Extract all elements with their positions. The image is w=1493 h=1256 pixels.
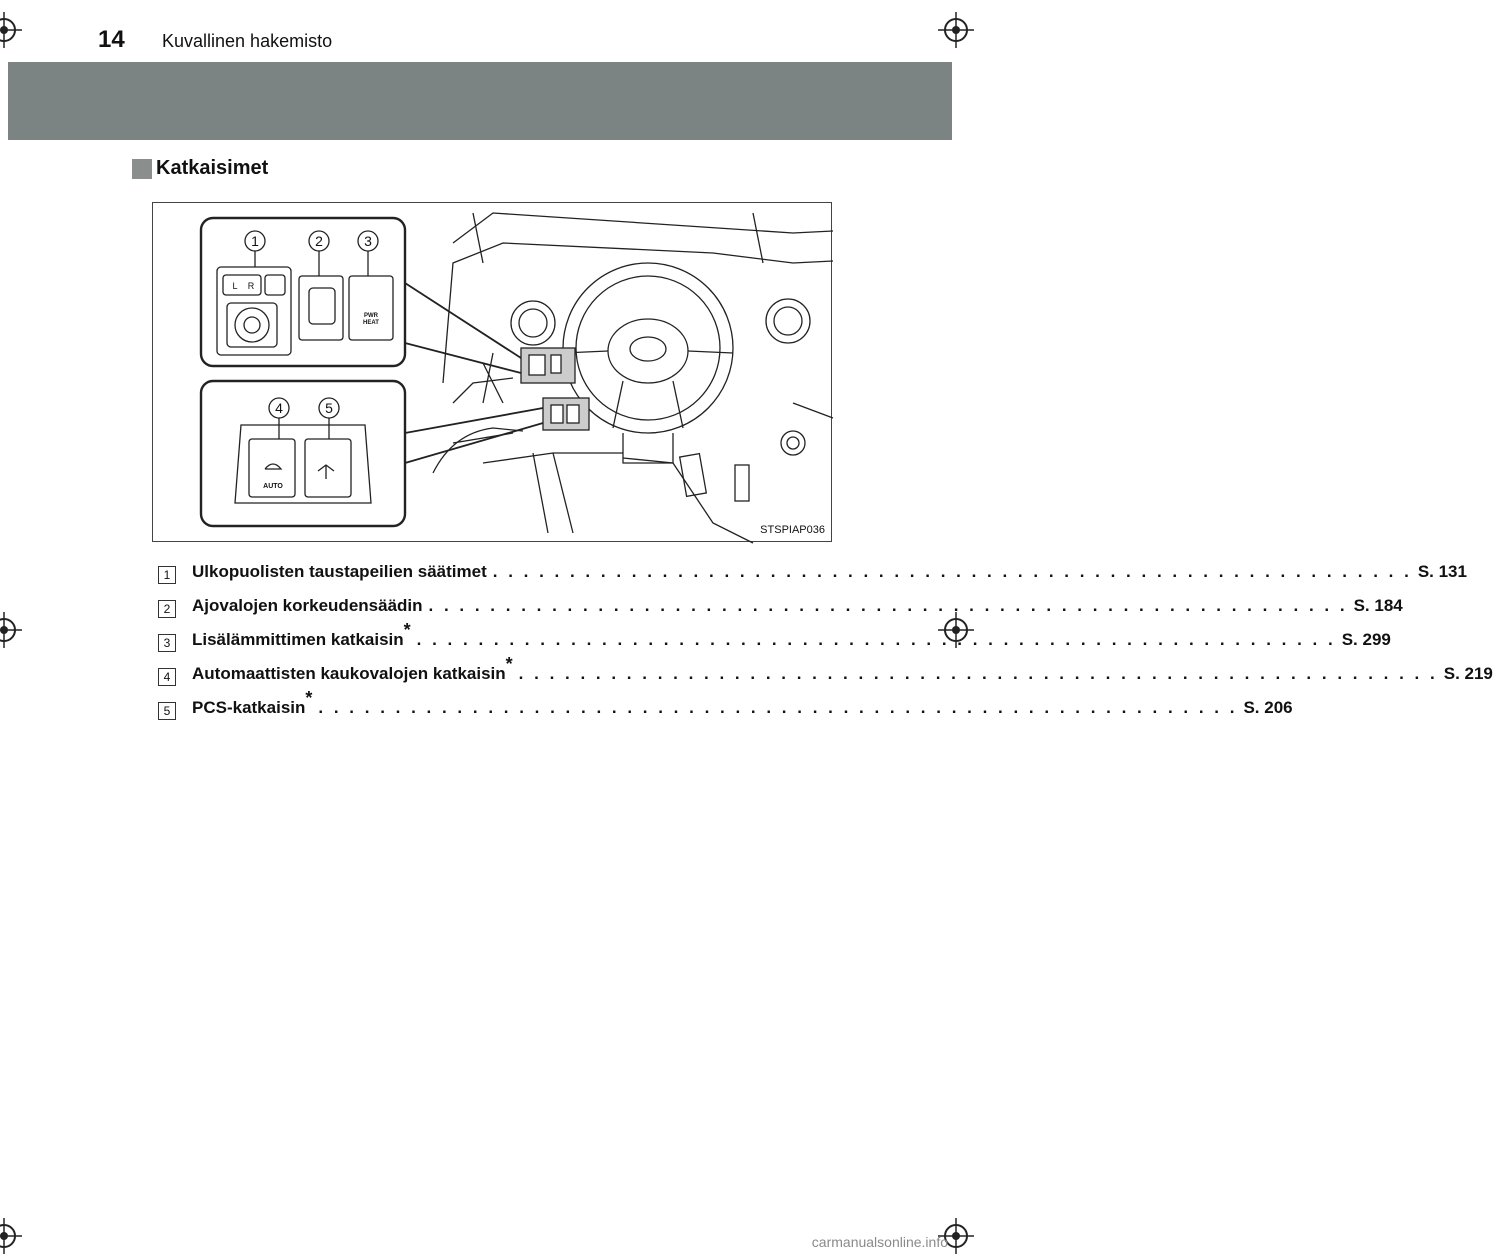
- pwr-label: PWR: [364, 313, 378, 319]
- switch-list: [158, 562, 1493, 732]
- registration-mark-mid-left-icon: [0, 612, 22, 648]
- footnote-star: *: [505, 654, 513, 675]
- callout-2: 2: [315, 233, 323, 249]
- item-label: PCS-katkaisin*: [192, 688, 313, 717]
- section-heading-text: Katkaisimet: [156, 157, 269, 179]
- callout-1: 1: [251, 233, 259, 249]
- dot-leader: . . . . . . . . . . . . . . . . . . . . . . . . . . . . . . . . . . . . . . . . . . . . . . . . . . . . . . . . . . . .: [318, 698, 1238, 717]
- list-item: [158, 562, 1467, 596]
- page-reference-link[interactable]: S. 219: [1443, 664, 1493, 683]
- header-band: [8, 62, 952, 140]
- item-number-badge: 5: [158, 702, 176, 720]
- item-label: Ulkopuolisten taustapeilien säätimet: [192, 562, 487, 581]
- dot-leader: . . . . . . . . . . . . . . . . . . . . . . . . . . . . . . . . . . . . . . . . . . . . . . . . . . . . . . . . . . . .: [518, 664, 1438, 683]
- mirror-r-label: R: [247, 281, 255, 291]
- registration-mark-top-left-icon: [0, 12, 22, 48]
- registration-mark-top-right-icon: [938, 12, 974, 48]
- item-label: Lisälämmittimen katkaisin*: [192, 620, 411, 649]
- auto-label: AUTO: [263, 483, 283, 490]
- dot-leader: . . . . . . . . . . . . . . . . . . . . . . . . . . . . . . . . . . . . . . . . . . . . . . . . . . . . . . . . . . . .: [428, 596, 1348, 615]
- page-reference-link[interactable]: S. 184: [1353, 596, 1403, 615]
- header-title: Kuvallinen hakemisto: [162, 31, 333, 51]
- list-item: [158, 620, 1391, 664]
- item-number-badge: 3: [158, 634, 176, 652]
- callout-5: 5: [325, 400, 333, 416]
- page-reference-link[interactable]: S. 206: [1243, 698, 1293, 717]
- page-number: 14: [98, 26, 125, 53]
- dot-leader: . . . . . . . . . . . . . . . . . . . . . . . . . . . . . . . . . . . . . . . . . . . . . . . . . . . . . . . . . . . .: [416, 630, 1336, 649]
- item-number-badge: 2: [158, 600, 176, 618]
- figure-code: STSPIAP036: [760, 524, 825, 536]
- item-number-badge: 4: [158, 668, 176, 686]
- heat-label: HEAT: [363, 320, 379, 326]
- item-label: Automaattisten kaukovalojen katkaisin*: [192, 654, 513, 683]
- callout-4: 4: [275, 400, 283, 416]
- section-marker-icon: [132, 159, 152, 179]
- mirror-l-label: L: [232, 281, 238, 291]
- registration-mark-bottom-left-icon: [0, 1218, 22, 1254]
- footnote-star: *: [403, 620, 411, 641]
- callout-3: 3: [364, 233, 372, 249]
- list-item: [158, 654, 1493, 698]
- item-label: Ajovalojen korkeudensäädin: [192, 596, 423, 615]
- page-reference-link[interactable]: S. 131: [1417, 562, 1467, 581]
- section-heading: [132, 157, 268, 180]
- dashboard-illustration: [153, 203, 833, 543]
- page-reference-link[interactable]: S. 299: [1341, 630, 1391, 649]
- item-number-badge: 1: [158, 566, 176, 584]
- switches-figure: [152, 202, 832, 542]
- dot-leader: . . . . . . . . . . . . . . . . . . . . . . . . . . . . . . . . . . . . . . . . . . . . . . . . . . . . . . . . . . . .: [492, 562, 1412, 581]
- list-item: [158, 596, 1403, 630]
- footnote-star: *: [305, 688, 313, 709]
- watermark: carmanualsonline.info: [811, 1234, 948, 1250]
- list-item: [158, 688, 1293, 732]
